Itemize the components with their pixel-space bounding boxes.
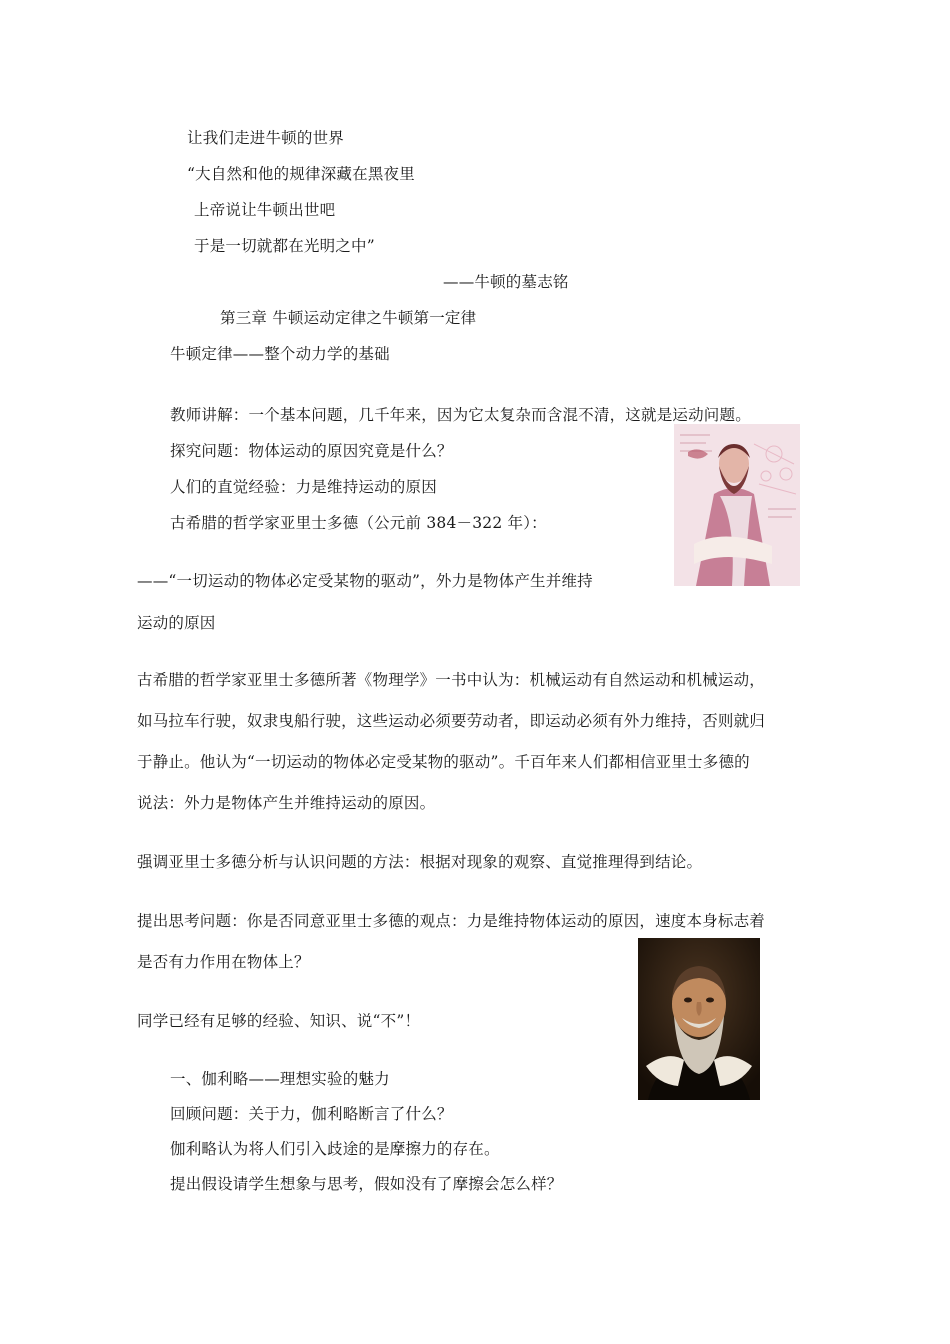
para2: 强调亚里士多德分析与认识问题的方法：根据对现象的观察、直觉推理得到结论。 [137, 853, 703, 871]
intuition-statement: 人们的直觉经验：力是维持运动的原因 [170, 478, 437, 496]
para3-line-2: 是否有力作用在物体上？ [137, 953, 310, 971]
para3-line-1: 提出思考问题：你是否同意亚里士多德的观点：力是维持物体运动的原因，速度本身标志着 [137, 912, 766, 930]
poem-line-2: “大自然和他的规律深藏在黑夜里 [187, 165, 415, 183]
para1-line-3: 于静止。他认为“一切运动的物体必定受某物的驱动”。千百年来人们都相信亚里士多德的 [137, 753, 750, 771]
subtitle: 牛顿定律——整个动力学的基础 [170, 345, 390, 363]
section1-review: 回顾问题：关于力，伽利略断言了什么？ [170, 1105, 453, 1123]
aristotle-quote-line-2: 运动的原因 [137, 614, 216, 632]
poem-line-3: 上帝说让牛顿出世吧 [194, 201, 336, 219]
aristotle-quote-line-1: ——“一切运动的物体必定受某物的驱动”，外力是物体产生并维持 [137, 572, 593, 590]
chapter-title: 第三章 牛顿运动定律之牛顿第一定律 [220, 309, 477, 327]
inquiry-question: 探究问题：物体运动的原因究竟是什么？ [170, 442, 453, 460]
section1-heading: 一、伽利略——理想实验的魅力 [170, 1070, 390, 1088]
poem-line-1: 让我们走进牛顿的世界 [187, 129, 345, 147]
section1-hypothesis: 提出假设请学生想象与思考，假如没有了摩擦会怎么样？ [170, 1175, 563, 1193]
para1-line-1: 古希腊的哲学家亚里士多德所著《物理学》一书中认为：机械运动有自然运动和机械运动， [137, 671, 766, 689]
para1-line-2: 如马拉车行驶，奴隶曳船行驶，这些运动必须要劳动者，即运动必须有外力维持，否则就归 [137, 712, 766, 730]
aristotle-intro: 古希腊的哲学家亚里士多德（公元前 384－322 年）： [170, 514, 547, 532]
poem-line-4: 于是一切就都在光明之中” [194, 237, 375, 255]
teacher-intro: 教师讲解：一个基本问题，几千年来，因为它太复杂而含混不清，这就是运动问题。 [170, 406, 751, 424]
para1-line-4: 说法：外力是物体产生并维持运动的原因。 [137, 794, 436, 812]
section1-galileo-view: 伽利略认为将人们引入歧途的是摩擦力的存在。 [170, 1140, 500, 1158]
poem-attribution: ——牛顿的墓志铭 [443, 273, 569, 291]
galileo-portrait-image [638, 938, 760, 1100]
para4: 同学已经有足够的经验、知识、说“不”！ [137, 1012, 421, 1030]
aristotle-portrait-image [674, 424, 800, 586]
